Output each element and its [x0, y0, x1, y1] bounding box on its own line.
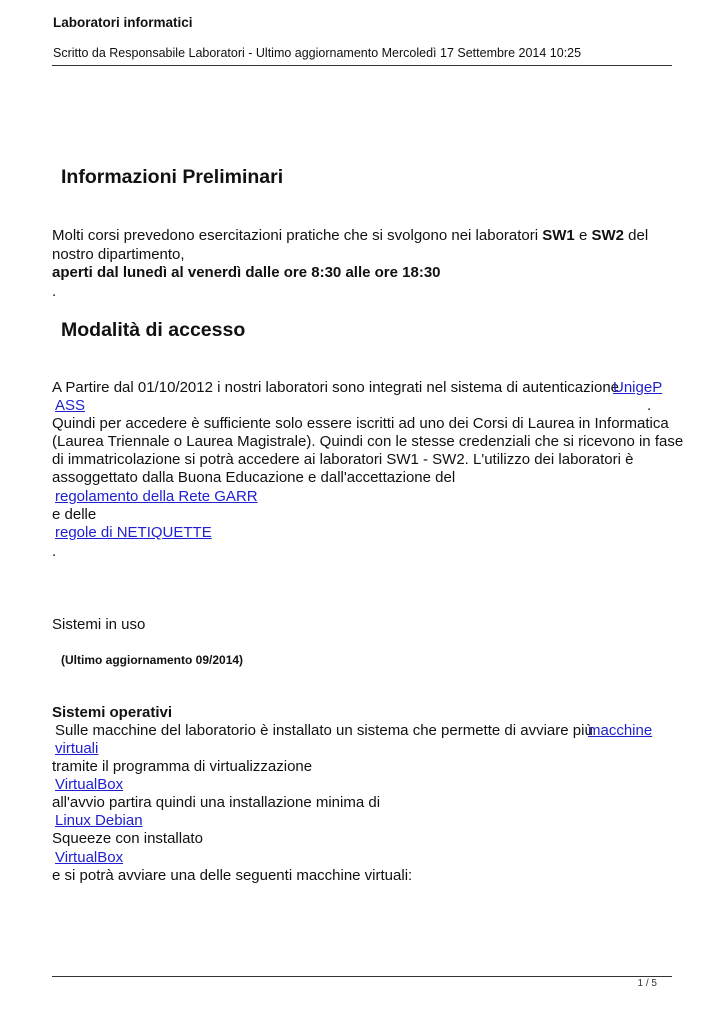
netiquette-link[interactable]: regole di NETIQUETTE [55, 524, 212, 541]
lab-name-sw1: SW1 [542, 227, 575, 244]
last-update-note: (Ultimo aggiornamento 09/2014) [61, 653, 244, 667]
document-title: Laboratori informatici [53, 15, 193, 30]
paragraph-line [52, 227, 648, 244]
virtual-machines-link-continued[interactable]: virtuali [55, 740, 99, 757]
paragraph-line: nostro dipartimento, [52, 246, 185, 263]
virtualbox-link[interactable]: VirtualBox [55, 776, 124, 793]
paragraph-line: di immatricolazione si potrà accedere ai laboratori SW1 - SW2. L'utilizzo dei laboratori è [52, 451, 634, 468]
linux-debian-link[interactable]: Linux Debian [55, 812, 143, 829]
heading-modalita-di-accesso: Modalità di accesso [61, 319, 246, 341]
paragraph-line: Sulle macchine del laboratorio è installato un sistema che permette di avviare più [55, 722, 593, 739]
paragraph-line: e delle [52, 506, 97, 523]
paragraph-line: . [647, 397, 652, 414]
paragraph-line: Quindi per accedere è sufficiente solo essere iscritti ad uno dei Corsi di Laurea in Informatica [52, 415, 669, 432]
header-divider [52, 65, 672, 66]
paragraph-line: all'avvio partira quindi una installazione minima di [52, 794, 381, 811]
text: e [574, 227, 592, 244]
lab-name-sw2: SW2 [591, 227, 624, 244]
paragraph-line: . [52, 283, 57, 300]
opening-hours: aperti dal lunedì al venerdì dalle ore 8:30 alle ore 18:30 [52, 264, 441, 281]
paragraph-line: Squeeze con installato [52, 830, 203, 847]
text: Molti corsi prevedono esercitazioni pratiche che si svolgono nei laboratori [52, 227, 543, 244]
text: del [623, 227, 649, 244]
footer-divider [52, 976, 672, 977]
paragraph-line: A Partire dal 01/10/2012 i nostri laboratori sono integrati nel sistema di autenticazione [52, 379, 620, 396]
paragraph-line: (Laurea Triennale o Laurea Magistrale). Quindi con le stesse credenziali che si ricevono in fase [52, 433, 684, 450]
paragraph-line: tramite il programma di virtualizzazione [52, 758, 313, 775]
virtual-machines-link[interactable]: macchine [588, 722, 653, 739]
paragraph-line: . [52, 543, 57, 560]
heading-informazioni-preliminari: Informazioni Preliminari [61, 166, 284, 188]
page-number: 1 / 5 [637, 978, 657, 989]
heading-sistemi-operativi: Sistemi operativi [52, 704, 173, 721]
garr-regulation-link[interactable]: regolamento della Rete GARR [55, 488, 258, 505]
unigepass-link-continued[interactable]: ASS [55, 397, 86, 414]
systems-in-use-title: Sistemi in uso [52, 616, 146, 633]
document-byline: Scritto da Responsabile Laboratori - Ultimo aggiornamento Mercoledì 17 Settembre 2014 10:25 [53, 46, 582, 60]
paragraph-line: assoggettato dalla Buona Educazione e dall'accettazione del [52, 469, 456, 486]
paragraph-line: e si potrà avviare una delle seguenti macchine virtuali: [52, 867, 413, 884]
unigepass-link[interactable]: UnigeP [613, 379, 663, 396]
virtualbox-link-2[interactable]: VirtualBox [55, 849, 124, 866]
